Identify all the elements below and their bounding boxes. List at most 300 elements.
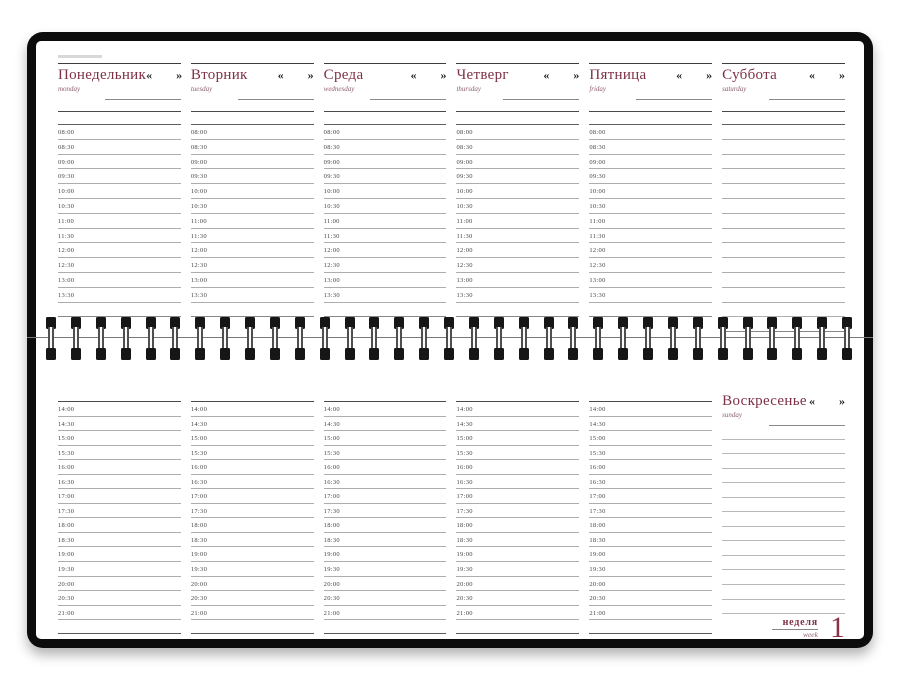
column-end-rule — [58, 620, 181, 634]
day-column — [456, 53, 579, 332]
spiral-wire — [496, 327, 502, 350]
day-title — [589, 67, 712, 84]
time-row — [456, 504, 579, 519]
time-label: 14:00 — [589, 406, 606, 413]
column-end-rule — [456, 620, 579, 634]
time-label: 14:00 — [190, 406, 208, 413]
spiral-wire — [98, 327, 104, 350]
time-row — [191, 140, 314, 155]
time-row — [589, 125, 712, 140]
time-label: 15:30 — [323, 449, 340, 457]
time-row — [589, 460, 712, 475]
spiral-coil — [394, 317, 404, 360]
time-row — [191, 199, 314, 214]
time-label: 09:00 — [323, 158, 340, 166]
time-row — [191, 460, 314, 475]
time-label: 08:00 — [589, 129, 606, 136]
date-line — [238, 93, 314, 100]
next-week-icon: » — [176, 68, 183, 82]
time-label: 11:00 — [190, 217, 207, 225]
time-label: 19:00 — [323, 551, 340, 559]
header-rule — [589, 111, 712, 112]
next-week-icon: » — [573, 68, 580, 82]
time-label: 11:30 — [58, 232, 75, 240]
time-row — [324, 562, 447, 577]
week-number: 1 — [829, 611, 845, 645]
time-row — [456, 591, 579, 606]
column-top-rule — [722, 63, 845, 64]
spiral-wire — [247, 327, 253, 350]
time-label: 19:00 — [190, 551, 208, 559]
column-top-rule — [589, 63, 712, 64]
time-label: 20:00 — [456, 580, 473, 588]
time-label: 09:00 — [589, 158, 606, 166]
time-row — [456, 518, 579, 533]
time-row — [324, 199, 447, 214]
ruled-lines — [722, 125, 845, 332]
time-label: 13:30 — [589, 291, 606, 299]
time-row — [191, 417, 314, 432]
day-column — [191, 390, 314, 641]
time-label: 11:00 — [323, 217, 340, 225]
time-row — [191, 562, 314, 577]
spiral-coil — [295, 317, 305, 360]
day-column — [324, 390, 447, 641]
ruled-line — [722, 214, 845, 229]
spiral-coil — [743, 317, 753, 360]
prev-week-icon: « — [543, 68, 550, 82]
time-row — [589, 591, 712, 606]
day-name: Четверг — [456, 67, 509, 83]
time-label: 20:30 — [190, 595, 208, 603]
day-name-en: saturday — [722, 85, 747, 93]
time-label: 08:30 — [589, 143, 606, 151]
time-label: 08:00 — [456, 129, 473, 136]
time-label: 19:00 — [58, 551, 75, 559]
time-row — [324, 229, 447, 244]
time-row — [456, 577, 579, 592]
time-label: 18:00 — [190, 522, 208, 530]
time-row — [324, 125, 447, 140]
time-row — [589, 533, 712, 548]
time-row — [324, 258, 447, 273]
time-label: 10:00 — [456, 188, 473, 196]
time-label: 15:30 — [58, 449, 75, 457]
time-label: 08:00 — [190, 129, 208, 136]
day-name-en: wednesday — [323, 85, 355, 93]
spiral-wire — [396, 327, 402, 350]
day-column — [589, 53, 712, 332]
time-row — [589, 184, 712, 199]
time-row — [589, 155, 712, 170]
time-row — [324, 155, 447, 170]
ruled-lines — [722, 425, 845, 614]
time-row — [324, 417, 447, 432]
time-row — [589, 243, 712, 258]
time-row — [58, 155, 181, 170]
spiral-coil — [718, 317, 728, 360]
time-row — [191, 446, 314, 461]
time-row — [58, 446, 181, 461]
time-label: 15:30 — [190, 449, 208, 457]
time-label: 21:00 — [323, 609, 340, 617]
spiral-wire — [148, 327, 154, 350]
spiral-coil — [419, 317, 429, 360]
ruled-line — [722, 303, 845, 318]
time-grid — [456, 402, 579, 620]
time-label: 12:30 — [190, 262, 208, 270]
time-row — [456, 214, 579, 229]
time-row — [456, 125, 579, 140]
time-row — [589, 518, 712, 533]
time-label: 16:30 — [589, 478, 606, 486]
time-label: 20:30 — [456, 595, 473, 603]
time-label: 10:00 — [58, 188, 75, 196]
time-row — [589, 504, 712, 519]
spiral-coil — [96, 317, 106, 360]
time-row — [589, 169, 712, 184]
day-header — [722, 67, 845, 100]
time-label: 18:30 — [58, 536, 75, 544]
prev-week-icon: « — [808, 394, 815, 408]
time-label: 12:00 — [589, 247, 606, 255]
prev-week-icon: « — [808, 68, 815, 82]
time-row — [589, 417, 712, 432]
time-label: 13:30 — [58, 291, 75, 299]
time-row — [58, 214, 181, 229]
time-row — [58, 184, 181, 199]
time-row — [191, 533, 314, 548]
day-name-en: thursday — [456, 85, 481, 93]
time-label: 13:00 — [589, 276, 606, 284]
ruled-line — [722, 155, 845, 170]
spiral-wire — [197, 327, 203, 350]
spiral-coil — [245, 317, 255, 360]
time-label: 13:00 — [58, 276, 75, 284]
time-label: 18:00 — [323, 522, 340, 530]
time-row — [58, 169, 181, 184]
time-row — [456, 606, 579, 621]
time-row — [324, 402, 447, 417]
column-top-rule — [191, 63, 314, 64]
ruled-line — [722, 440, 845, 455]
ruled-line — [722, 199, 845, 214]
time-label: 15:00 — [58, 435, 75, 443]
spiral-wire — [620, 327, 626, 350]
time-row — [589, 402, 712, 417]
time-label: 19:30 — [589, 566, 606, 574]
spiral-wire — [645, 327, 651, 350]
time-label: 20:30 — [323, 595, 340, 603]
time-row — [191, 258, 314, 273]
time-label: 14:30 — [58, 420, 75, 428]
time-label: 15:00 — [190, 435, 208, 443]
time-label: 12:00 — [456, 247, 473, 255]
time-label: 13:30 — [456, 291, 473, 299]
time-row — [324, 288, 447, 303]
time-row — [456, 562, 579, 577]
time-row — [324, 547, 447, 562]
time-row — [324, 475, 447, 490]
spiral-wire — [421, 327, 427, 350]
time-row — [589, 199, 712, 214]
time-row — [58, 243, 181, 258]
time-label: 15:00 — [456, 435, 473, 443]
time-label: 15:30 — [589, 449, 606, 457]
time-label: 16:30 — [190, 478, 208, 486]
time-label: 13:00 — [190, 276, 208, 284]
prev-week-icon: « — [410, 68, 417, 82]
spiral-coil — [767, 317, 777, 360]
next-week-icon: » — [838, 68, 845, 82]
time-row — [324, 591, 447, 606]
day-name-en: sunday — [722, 411, 742, 419]
day-title — [722, 393, 845, 410]
time-label: 10:00 — [190, 188, 208, 196]
day-header — [722, 393, 845, 426]
time-row — [324, 431, 447, 446]
time-row — [456, 475, 579, 490]
top-page-half — [58, 53, 845, 315]
time-row — [191, 518, 314, 533]
time-row — [58, 417, 181, 432]
time-row — [191, 214, 314, 229]
time-label: 14:30 — [589, 420, 606, 428]
time-row — [589, 258, 712, 273]
time-grid — [589, 125, 712, 317]
spiral-wire — [844, 327, 850, 350]
column-top-rule — [456, 63, 579, 64]
time-label: 16:00 — [323, 464, 340, 472]
spiral-wire — [819, 327, 825, 350]
time-row — [58, 258, 181, 273]
ruled-line — [722, 258, 845, 273]
column-end-rule — [191, 620, 314, 634]
header-rule — [722, 111, 845, 112]
ruled-line — [722, 454, 845, 469]
day-column — [456, 390, 579, 641]
time-row — [589, 562, 712, 577]
spiral-coil — [369, 317, 379, 360]
time-label: 17:30 — [190, 507, 208, 515]
time-row — [456, 155, 579, 170]
time-row — [589, 577, 712, 592]
time-row — [58, 140, 181, 155]
time-grid — [191, 125, 314, 317]
time-label: 14:00 — [323, 406, 340, 413]
time-row — [324, 214, 447, 229]
time-label: 10:30 — [323, 202, 340, 210]
time-row — [58, 402, 181, 417]
time-label: 09:30 — [58, 173, 75, 181]
column-top-rule — [58, 63, 181, 64]
spiral-wire — [471, 327, 477, 350]
spiral-coil — [444, 317, 454, 360]
time-label: 10:30 — [456, 202, 473, 210]
spiral-coils — [46, 317, 852, 360]
day-name: Понедельник — [58, 67, 147, 83]
spiral-coil — [270, 317, 280, 360]
date-line — [370, 93, 446, 100]
week-label-en: week — [802, 630, 818, 640]
time-label: 17:00 — [58, 493, 75, 501]
time-label: 19:30 — [456, 566, 473, 574]
spiral-wire — [371, 327, 377, 350]
ruled-line — [722, 570, 845, 585]
ruled-line — [722, 512, 845, 527]
time-row — [324, 504, 447, 519]
time-row — [58, 562, 181, 577]
time-label: 16:00 — [190, 464, 208, 472]
time-label: 20:00 — [589, 580, 606, 588]
time-row — [589, 229, 712, 244]
ruled-line — [722, 140, 845, 155]
ruled-line — [722, 125, 845, 140]
spiral-coil — [146, 317, 156, 360]
time-row — [191, 229, 314, 244]
time-label: 17:00 — [323, 493, 340, 501]
ruled-line — [722, 527, 845, 542]
time-row — [191, 591, 314, 606]
day-column — [722, 53, 845, 332]
empty-row — [456, 303, 579, 318]
time-label: 16:00 — [456, 464, 473, 472]
day-column — [191, 53, 314, 332]
spiral-wire — [595, 327, 601, 350]
spiral-wire — [297, 327, 303, 350]
spiral-wire — [172, 327, 178, 350]
time-label: 11:30 — [323, 232, 340, 240]
time-row — [324, 273, 447, 288]
empty-row — [589, 303, 712, 318]
day-title — [456, 67, 579, 84]
time-row — [589, 431, 712, 446]
time-grid — [324, 125, 447, 317]
time-label: 12:30 — [589, 262, 606, 270]
time-label: 09:30 — [190, 173, 208, 181]
spiral-coil — [121, 317, 131, 360]
time-row — [456, 199, 579, 214]
time-label: 21:00 — [190, 609, 208, 617]
spiral-coil — [842, 317, 852, 360]
planner-cover — [27, 32, 873, 648]
spiral-wire — [446, 327, 452, 350]
day-header — [58, 67, 181, 100]
spiral-wire — [570, 327, 576, 350]
time-row — [191, 125, 314, 140]
day-column — [324, 53, 447, 332]
day-column — [58, 53, 181, 332]
time-label: 12:00 — [58, 247, 75, 255]
time-row — [456, 140, 579, 155]
spiral-wire — [347, 327, 353, 350]
time-label: 09:00 — [190, 158, 208, 166]
time-label: 08:00 — [323, 129, 340, 136]
time-label: 19:30 — [190, 566, 208, 574]
spiral-wire — [48, 327, 54, 350]
time-row — [58, 606, 181, 621]
time-label: 12:30 — [323, 262, 340, 270]
time-label: 20:30 — [58, 595, 75, 603]
time-row — [456, 446, 579, 461]
spiral-coil — [693, 317, 703, 360]
time-row — [456, 533, 579, 548]
column-top-rule — [324, 63, 447, 64]
time-row — [191, 243, 314, 258]
ruled-line — [722, 469, 845, 484]
time-label: 09:00 — [456, 158, 473, 166]
time-label: 19:30 — [323, 566, 340, 574]
ruled-line — [722, 243, 845, 258]
time-label: 17:00 — [456, 493, 473, 501]
empty-row — [324, 303, 447, 318]
time-grid — [58, 402, 181, 620]
time-row — [58, 229, 181, 244]
spiral-wire — [670, 327, 676, 350]
time-label: 18:30 — [323, 536, 340, 544]
next-week-icon: » — [307, 68, 314, 82]
ruled-line — [722, 229, 845, 244]
time-label: 18:00 — [456, 522, 473, 530]
prev-week-icon: « — [277, 68, 284, 82]
time-row — [58, 199, 181, 214]
time-row — [58, 518, 181, 533]
time-label: 13:00 — [456, 276, 473, 284]
time-label: 08:30 — [323, 143, 340, 151]
spiral-coil — [469, 317, 479, 360]
day-title — [58, 67, 181, 84]
spiral-wire — [322, 327, 328, 350]
time-label: 11:30 — [589, 232, 606, 240]
time-label: 20:30 — [589, 595, 606, 603]
date-line — [769, 93, 845, 100]
column-end-rule — [324, 620, 447, 634]
time-label: 11:30 — [456, 232, 473, 240]
time-label: 20:00 — [190, 580, 208, 588]
spiral-wire — [695, 327, 701, 350]
time-row — [324, 533, 447, 548]
time-label: 08:00 — [58, 129, 75, 136]
day-name: Суббота — [722, 67, 778, 83]
time-row — [58, 288, 181, 303]
time-label: 12:00 — [190, 247, 208, 255]
prev-week-icon: « — [676, 68, 683, 82]
time-label: 20:00 — [58, 580, 75, 588]
day-name-en: monday — [58, 85, 81, 93]
time-row — [58, 533, 181, 548]
time-row — [456, 243, 579, 258]
time-label: 17:30 — [589, 507, 606, 515]
ruled-line — [722, 169, 845, 184]
spiral-wire — [546, 327, 552, 350]
time-row — [191, 184, 314, 199]
time-label: 15:00 — [323, 435, 340, 443]
day-title — [191, 67, 314, 84]
time-row — [191, 489, 314, 504]
time-row — [589, 606, 712, 621]
day-name: Пятница — [589, 67, 647, 83]
time-row — [456, 184, 579, 199]
spiral-coil — [345, 317, 355, 360]
spiral-coil — [195, 317, 205, 360]
week-label-block — [772, 617, 818, 639]
time-row — [191, 475, 314, 490]
day-header — [589, 67, 712, 100]
spiral-coil — [170, 317, 180, 360]
time-row — [324, 446, 447, 461]
time-row — [456, 402, 579, 417]
time-label: 18:30 — [190, 536, 208, 544]
